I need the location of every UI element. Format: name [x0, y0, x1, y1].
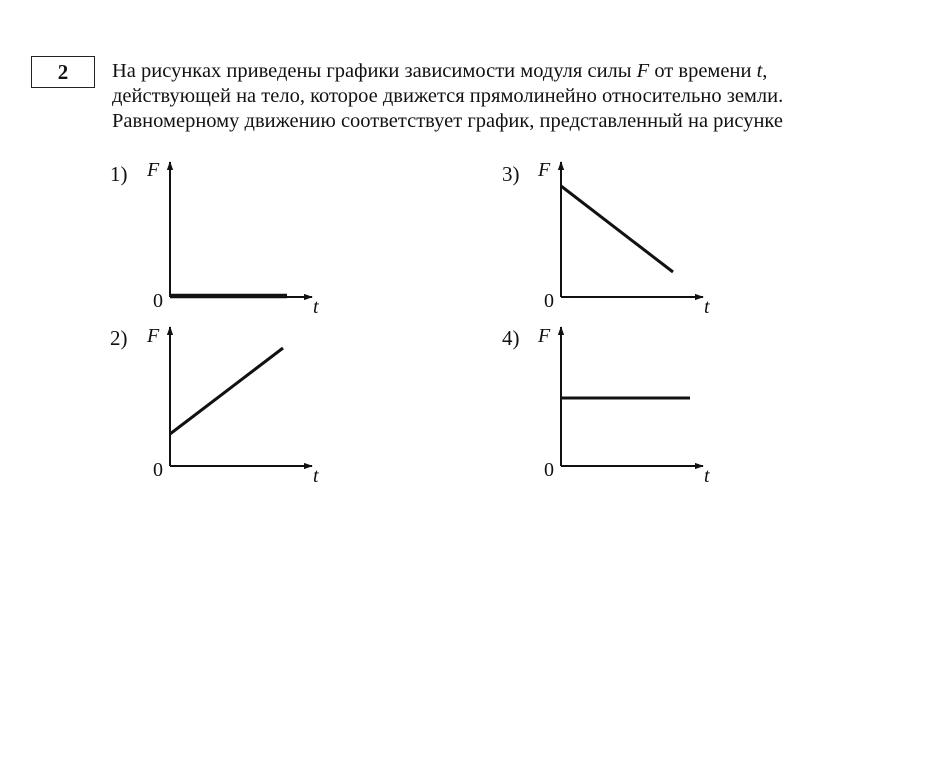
- graph-2-y-label: F: [147, 325, 160, 347]
- force-variable: F: [636, 60, 650, 82]
- graph-4-x-label: t: [704, 465, 710, 487]
- graph-2-x-label: t: [313, 465, 319, 487]
- graph-3-label: 3): [502, 162, 520, 186]
- graph-1-label: 1): [110, 162, 128, 186]
- graph-1-x-label: t: [313, 296, 319, 318]
- graph-4-label: 4): [502, 326, 520, 350]
- question-line-2: действующей на тело, которое движется прямолинейно относительно земли.: [112, 85, 784, 107]
- question-line-1-part-c: ,: [762, 60, 768, 82]
- question-line-3: Равномерному движению соответствует график, представленный на рисунке: [112, 110, 783, 132]
- graph-2-plot-line: [170, 348, 283, 434]
- graph-1-y-label: F: [147, 159, 160, 181]
- graph-2-label: 2): [110, 326, 128, 350]
- graph-3-plot-line: [561, 186, 673, 272]
- graph-3: [537, 159, 710, 318]
- graph-4-y-label: F: [538, 325, 551, 347]
- graph-3-y-label: F: [538, 159, 551, 181]
- graph-2: [146, 325, 319, 487]
- graph-2-origin: 0: [153, 459, 163, 481]
- graph-3-x-label: t: [704, 296, 710, 318]
- time-variable: t: [756, 60, 763, 82]
- question-number: 2: [31, 56, 95, 88]
- graph-1: [146, 159, 319, 318]
- graph-4-origin: 0: [544, 459, 554, 481]
- graph-4: [537, 325, 710, 487]
- graph-3-origin: 0: [544, 290, 554, 312]
- graph-1-origin: 0: [153, 290, 163, 312]
- question-line-1-part-a: На рисунках приведены графики зависимости модуля силы: [112, 60, 637, 82]
- question-line-1-part-b: от времени: [649, 60, 757, 82]
